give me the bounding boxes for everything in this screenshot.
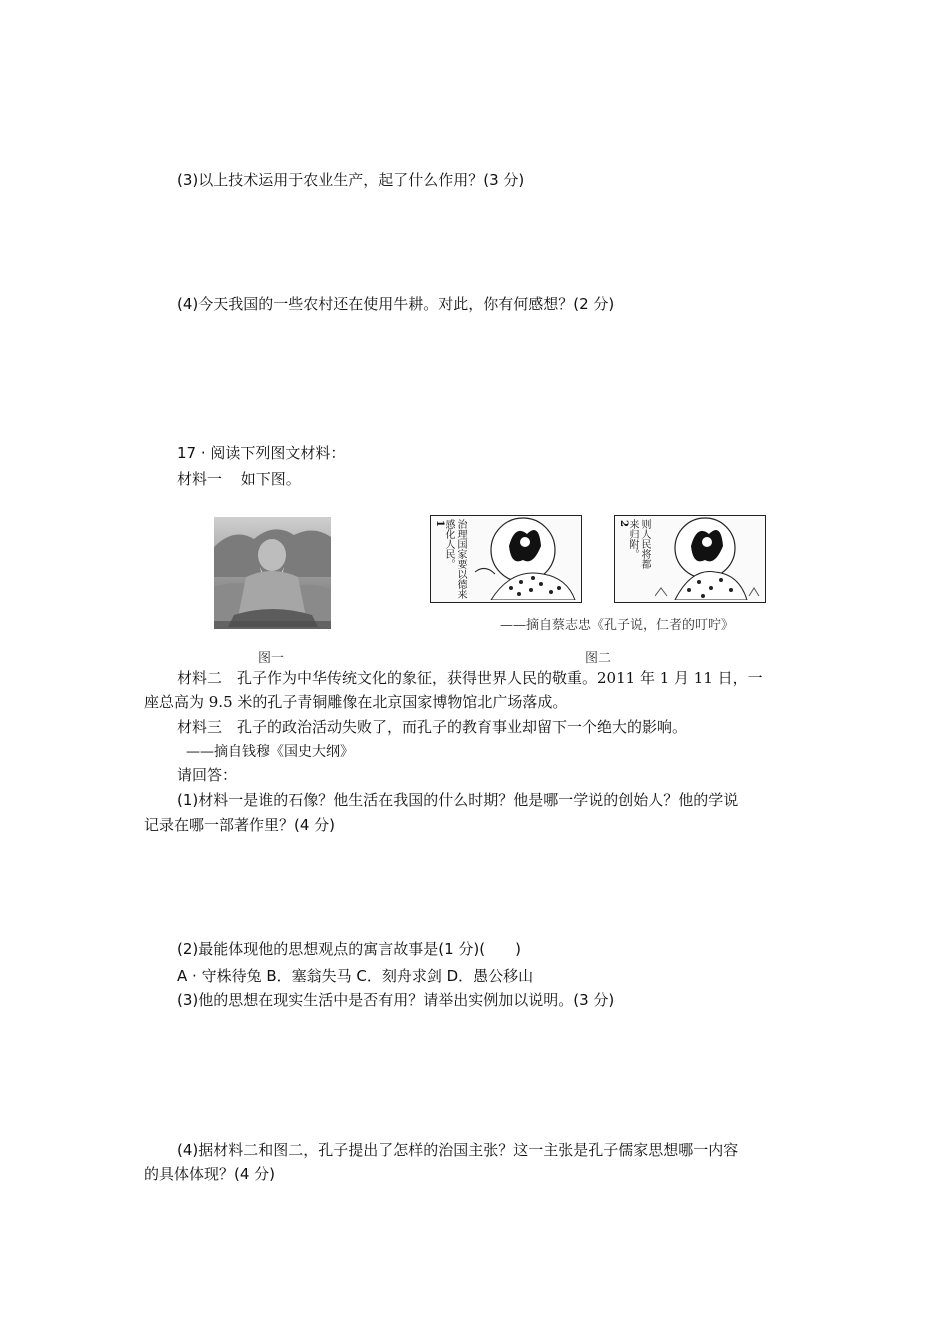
comic-panel-2: [614, 515, 766, 603]
question-17-1-line-1: (1)材料一是谁的石像？他生活在我国的什么时期？他是哪一学说的创始人？他的学说: [177, 791, 739, 809]
question-16-4: (4)今天我国的一些农村还在使用牛耕。对此，你有何感想？(2 分): [177, 295, 615, 313]
question-17-title: 17 · 阅读下列图文材料：: [177, 444, 346, 462]
material-1-text: 如下图。: [240, 470, 301, 488]
figure-2-source: ——摘自蔡志忠《孔子说，仁者的叮咛》: [500, 618, 735, 633]
panel-1-number: 1: [434, 520, 445, 527]
figure-1-confucius-statue: [214, 517, 331, 629]
figure-1-caption: 图一: [258, 651, 285, 666]
panel-2-text-b: 来归附。: [627, 519, 638, 559]
question-17-3: (3)他的思想在现实生活中是否有用？请举出实例加以说明。(3 分): [177, 991, 615, 1009]
figure-2-caption: 图二: [585, 651, 612, 666]
comic-panel-1: [430, 515, 582, 603]
statue-image: [214, 517, 331, 629]
question-17-2: (2)最能体现他的思想观点的寓言故事是(1 分)( ): [177, 940, 521, 958]
material-2-line-1: 材料二 孔子作为中华传统文化的象征，获得世界人民的敬重。2011 年 1 月 11 日，一: [177, 669, 763, 687]
panel-1-text-b: 感化人民。: [443, 519, 454, 569]
material-3-source: ——摘自钱穆《国史大纲》: [186, 744, 354, 760]
material-2-line-2: 座总高为 9.5 米的孔子青铜雕像在北京国家博物馆北广场落成。: [144, 693, 568, 711]
panel-2-text-a: 则人民将都: [639, 519, 650, 569]
confucius-cartoon-1: [471, 516, 579, 600]
question-17-2-options: A · 守株待兔 B．塞翁失马 C．刻舟求剑 D．愚公移山: [177, 967, 534, 985]
question-16-3: (3)以上技术运用于农业生产，起了什么作用？(3 分): [177, 171, 525, 189]
panel-1-text-a: 治理国家要以德来: [455, 519, 466, 599]
please-answer: 请回答：: [177, 766, 238, 784]
question-17-4-line-2: 的具体体现？(4 分): [144, 1165, 276, 1183]
material-3-line-1: 材料三 孔子的政治活动失败了，而孔子的教育事业却留下一个绝大的影响。: [177, 718, 688, 736]
material-1-line: [177, 469, 301, 489]
confucius-cartoon-2: [655, 516, 763, 600]
material-1-label: 材料一: [177, 470, 223, 488]
question-17-4-line-1: (4)据材料二和图二，孔子提出了怎样的治国主张？这一主张是孔子儒家思想哪一内容: [177, 1141, 739, 1159]
panel-2-number: 2: [618, 520, 629, 527]
question-17-1-line-2: 记录在哪一部著作里？(4 分): [144, 816, 336, 834]
